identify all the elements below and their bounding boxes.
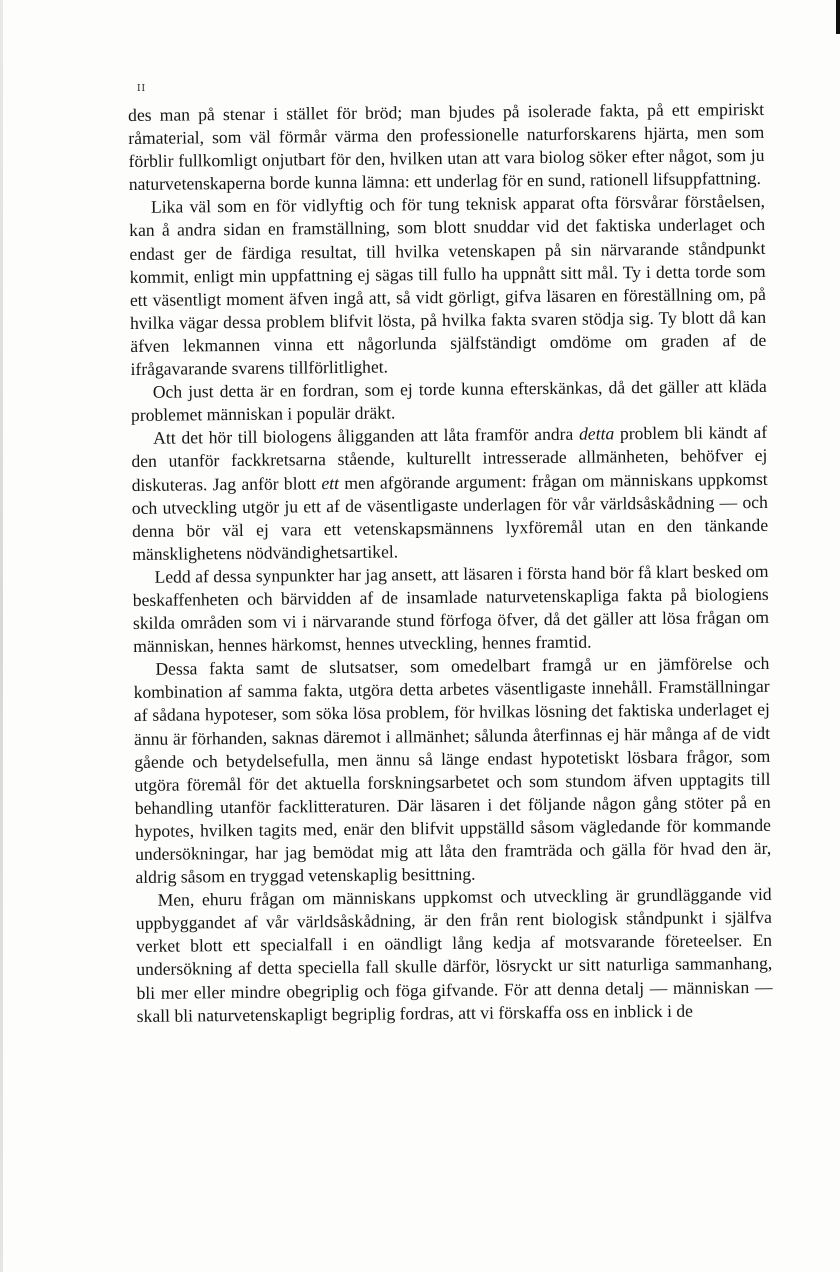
text-run: problem bli kändt af den utanför fackkretsarna stående, kulturellt intresserade allmänheten, behöfver ej diskuteras. Jag anför blott [131,422,768,495]
scan-edge-mark [836,0,840,34]
paragraph [128,98,765,196]
text-run: Att det hör till biologens åligganden att låta framför andra [153,423,580,449]
paragraph [129,190,767,381]
emphasis-text: detta [578,423,615,444]
paragraph [132,560,769,658]
text-run: Lika väl som en för vidlyftig och för tung teknisk apparat ofta försvårar förståelsen, kan å andra sidan en framställning, som blott snuddar vid det faktiska underlaget och endast ger de färdiga resultat, till hvilka vetenskapen på sin närvarande ståndpunkt kommit, enligt min uppfattning ej sägas till fullo ha uppnått sitt mål. Ty i detta torde som ett väsentligt moment äfven ingå att, så vidt görligt, gifva läsaren en föreställning om, på hvilka vägar dessa problem blifvit lösta, på hvilka fakta svaren stödja sig. Ty blott då kan äfven lekmannen vinna ett någorlunda själfständigt omdöme om graden af de ifrågavarande svarens tillförlitlighet. [129,191,767,380]
paragraph [131,375,767,427]
text-run: Ledd af dessa synpunkter har jag ansett, att läsaren i första hand bör få klart besked om beskaffenheten och bärvidden af de insamlade naturvetenskapliga fakta på biologiens skilda områden som vi i närvarande stund förfoga öfver, då det gäller att lösa frågan om människan, hennes härkomst, hennes utveckling, hennes framtid. [132,560,770,657]
text-run: Och just detta är en fordran, som ej torde kunna efterskänkas, då det gäller att kläda problemet människan i populär dräkt. [130,376,767,426]
emphasis-text: ett [321,472,340,493]
paragraph [133,652,771,889]
text-run: Men, ehuru frågan om människans uppkomst och utveckling är grundläggande vid uppbyggandet af vår världsåskådning, är den från rent biologisk ståndpunkt i själfva verket blott ett specialfall i en oändligt lång kedja af motsvarande företeelser. En undersökning af detta speciella fall skulle därför, lösryckt ur sitt naturliga sammanhang, bli mer eller mindre obegriplig och föga gifvande. För att denna detalj — människan — skall bli naturvetenskapligt begriplig fordras, att vi förskaffa oss en inblick i de [135,884,773,1026]
paragraph [136,883,773,1028]
scan-edge-shadow [0,0,3,1272]
text-run: Dessa fakta samt de slutsatser, som omedelbart framgå ur en jämförelse och kombination af samma fakta, utgöra detta arbetes väsentligaste innehåll. Framställningar af sådana hypoteser, som söka lösa problem, för hvilkas lösning det faktiska underlaget ej ännu är förhanden, saknas däremot i allmänhet; sålunda återfinnas ej här många af de vidt gående och betydelsefulla, men ännu så länge endast hypotetiskt lösbara frågor, som utgöra föremål för det aktuella forskningsarbetet och som stundom äfven upptagits till behandling utanför facklitteraturen. Där läsaren i det följande någon gång stöter på en hypotes, hvilken tagits med, enär den blifvit uppställd såsom vägledande för kommande undersökningar, har jag bemödat mig att låta den framträda och gälla för hvad den är, aldrig såsom en tryggad vetenskaplig besittning. [133,653,772,888]
body-text [128,98,773,1028]
text-run: men afgörande argument: frågan om människans uppkomst och utveckling utgör ju ett af de väsentligaste underlagen för vår världsåskådning — och denna bör väl ej vara ett vetenskapsmännens lyxföremål utan en den tänkande mänsklighetens nödvändighetsartikel. [131,468,769,564]
paragraph [131,421,768,566]
page-number: II [137,84,147,94]
text-run: des man på stenar i stället för bröd; man bjudes på isolerade fakta, på ett empiriskt råmaterial, som väl förmår värma den professionelle naturforskarens hjärta, men som förblir fullkomligt onjutbart för den, hvilken utan att vara biolog söker efter något, som ju naturvetenskaperna borde kunna lämna: ett underlag för en sund, rationell lifsuppfattning. [128,98,765,195]
